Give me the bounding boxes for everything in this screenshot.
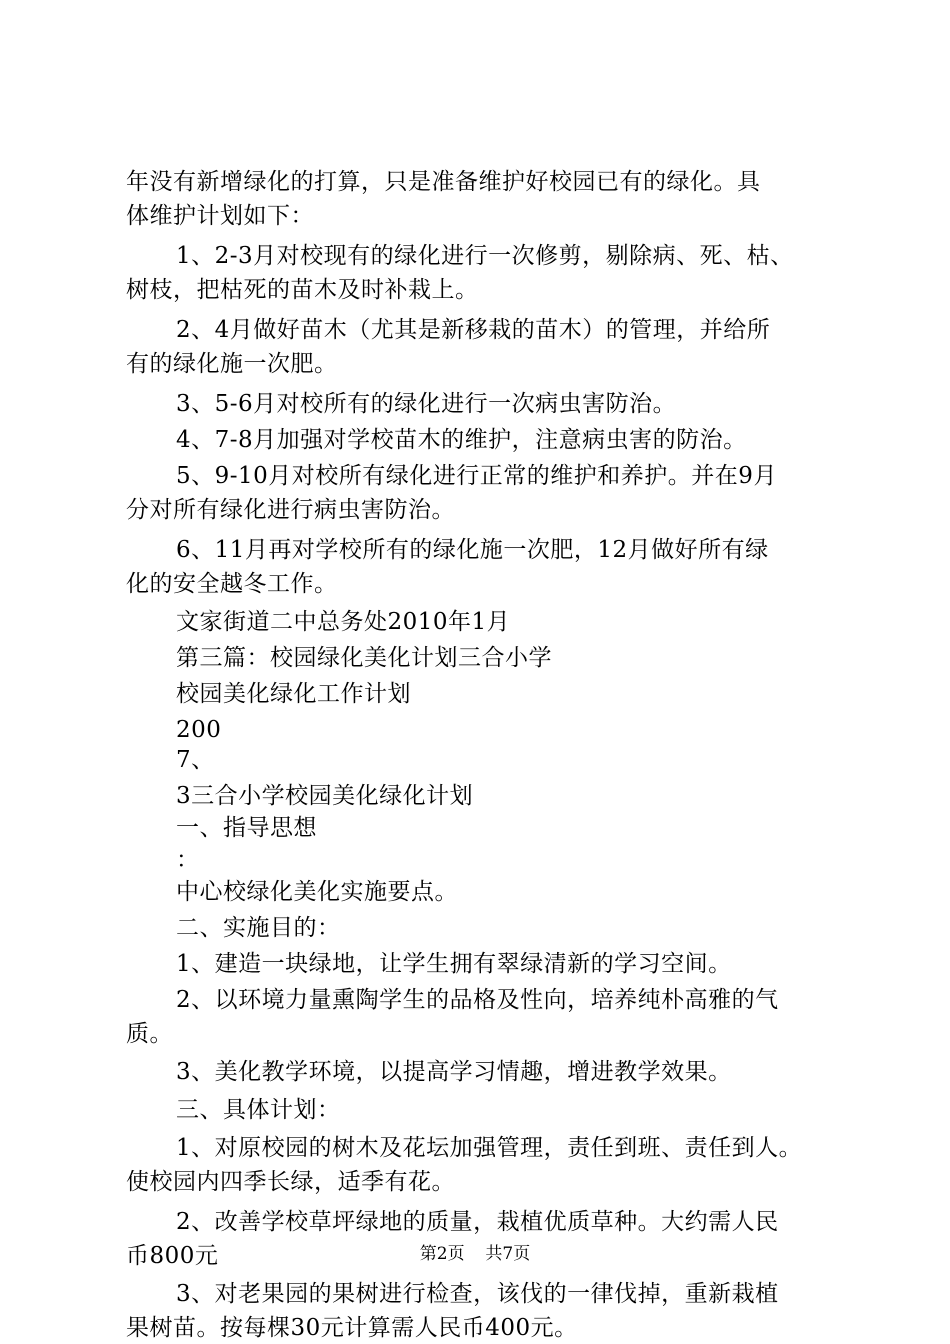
body-line: 200 (176, 717, 222, 743)
section-heading: 第三篇：校园绿化美化计划三合小学 (176, 645, 552, 671)
body-line: 分对所有绿化进行病虫害防治。 (126, 497, 455, 523)
page-total: 共7页 (485, 1244, 531, 1264)
body-line: 有的绿化施一次肥。 (126, 351, 338, 377)
body-line: 3、对老果园的果树进行检查，该伐的一律伐掉，重新栽植 (176, 1281, 779, 1307)
body-line: 校园美化绿化工作计划 (176, 681, 411, 707)
body-line: 7、 (176, 747, 215, 773)
body-line: 果树苗。按每棵30元计算需人民币400元。 (126, 1315, 578, 1341)
body-line: 化的安全越冬工作。 (126, 571, 338, 597)
body-line: 6、11月再对学校所有的绿化施一次肥，12月做好所有绿 (176, 537, 769, 563)
body-line: 2、改善学校草坪绿地的质量，栽植优质草种。大约需人民 (176, 1209, 779, 1235)
page-footer (0, 1243, 950, 1265)
body-line: 3、5-6月对校所有的绿化进行一次病虫害防治。 (176, 391, 677, 417)
body-line: 1、2-3月对校现有的绿化进行一次修剪，剔除病、死、枯、 (176, 243, 794, 269)
body-line: 1、建造一块绿地，让学生拥有翠绿清新的学习空间。 (176, 951, 732, 977)
body-line: 树枝，把枯死的苗木及时补栽上。 (126, 277, 479, 303)
body-line: 二、实施目的： (176, 915, 341, 941)
body-line: 质。 (126, 1021, 173, 1047)
body-line: 3、美化教学环境，以提高学习情趣，增进教学效果。 (176, 1059, 732, 1085)
body-line: 5、9-10月对校所有绿化进行正常的维护和养护。并在9月 (176, 463, 777, 489)
body-line: 1、对原校园的树木及花坛加强管理，责任到班、责任到人。 (176, 1135, 803, 1161)
body-line: 3三合小学校园美化绿化计划 (176, 783, 474, 809)
body-line: 中心校绿化美化实施要点。 (176, 879, 458, 905)
body-line: 2、以环境力量熏陶学生的品格及性向，培养纯朴高雅的气 (176, 987, 779, 1013)
body-line: 使校园内四季长绿，适季有花。 (126, 1169, 455, 1195)
body-line: ： (176, 847, 200, 873)
body-line: 2、4月做好苗木（尤其是新移栽的苗木）的管理，并给所 (176, 317, 771, 343)
body-line: 4、7-8月加强对学校苗木的维护，注意病虫害的防治。 (176, 427, 747, 453)
body-line: 币800元 (126, 1243, 219, 1269)
body-line: 一、指导思想 (176, 815, 317, 841)
body-line: 三、具体计划： (176, 1097, 341, 1123)
page-number: 第2页 (419, 1244, 465, 1264)
signature-line: 文家街道二中总务处2010年1月 (176, 609, 511, 635)
body-line: 体维护计划如下： (126, 203, 314, 229)
body-line: 年没有新增绿化的打算，只是准备维护好校园已有的绿化。具 (126, 169, 761, 195)
